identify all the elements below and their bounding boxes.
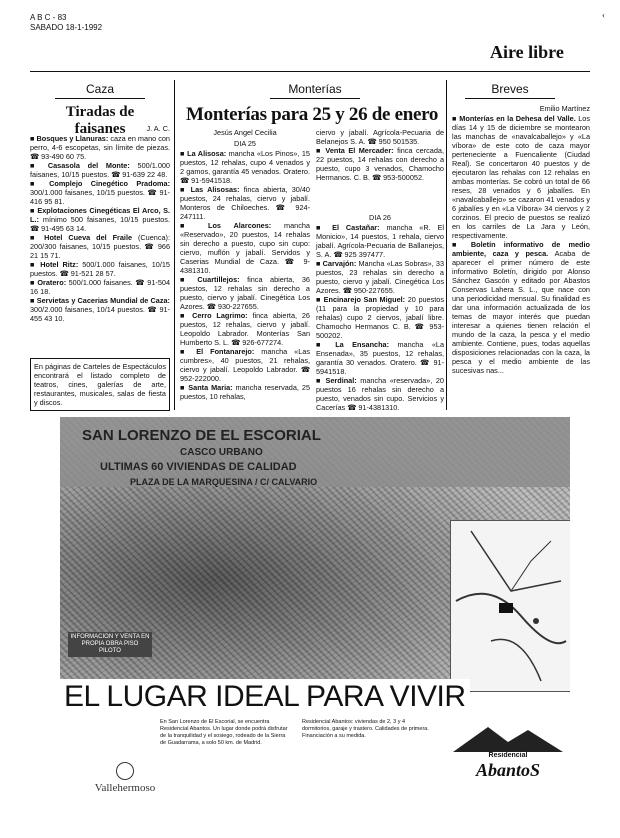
monterias-col1 xyxy=(180,149,310,401)
entry-item xyxy=(30,206,170,233)
entry-text: 500/1.000 faisanes, 10/15 puestos. ☎ 91-639 22 48. xyxy=(30,161,170,179)
entry-item xyxy=(316,146,444,182)
entry-item xyxy=(180,221,310,275)
entry-text: ciervo y jabalí. Agrícola-Pecuaria de Belanejos S. A. ☎ 950 501535. xyxy=(316,128,444,146)
entry-text: mancha «Los Pinos», 15 puestos, 12 rehalas, cupo 4 venados y 2 gamos, garantía 45 venados. Oratero. ☎ 91-5941518. xyxy=(180,149,310,185)
entry-item xyxy=(452,240,590,375)
ad-text-right: Residencial Abantos: viviendas de 2, 3 y 4 dormitorios, garaje y trastero. Calidades de primera. Financiación a su medida. xyxy=(302,719,429,739)
entry-item xyxy=(316,223,444,259)
entry-text: caza en mano con perro, 4-6 escopetas, sin límite de piezas. ☎ 93-490 60 75. xyxy=(30,134,170,161)
abantos-logo-small: Residencial xyxy=(488,752,528,759)
entry-name: ■ Bosques y Llanuras: xyxy=(30,134,111,143)
entry-name: ■ Oratero: xyxy=(30,278,69,287)
page-header-left xyxy=(30,13,102,33)
entry-item xyxy=(452,114,590,240)
entry-item xyxy=(180,275,310,311)
caza-author: J. A. C. xyxy=(146,124,170,133)
breves-body xyxy=(452,114,590,375)
ad-slogan: EL LUGAR IDEAL PARA VIVIR xyxy=(60,679,470,715)
column-separator-1 xyxy=(174,80,175,410)
entry-text: mancha «reservada», 20 puestos 16 rehalas sin derecho a puesto, venados sin cupo. Servicios y Cacerías ☎ 91-4381310. xyxy=(316,376,444,412)
entry-name: ■ Carvajón: xyxy=(316,259,359,268)
entry-text: finca cercada, 22 puestos, 14 rehalas con derecho a puesto, cupo 3 venados, Chamocho Hermanos. C. B. ☎ 953-500052. xyxy=(316,146,444,182)
entry-name: ■ Complejo Cinegético Pradoma: xyxy=(30,179,170,188)
entry-item xyxy=(30,296,170,323)
ad-line-1: SAN LORENZO DE EL ESCORIAL xyxy=(82,427,321,444)
section-title xyxy=(490,42,564,63)
entry-text: 300/2.000 faisanes, 10/14 puestos. ☎ 91-455 43 10. xyxy=(30,305,170,323)
entry-item xyxy=(180,347,310,383)
entry-name: ■ Servietas y Cacerias Mundial de Caza: xyxy=(30,296,170,305)
entry-name: ■ Santa Maria: xyxy=(180,383,236,392)
corner-mark: ‹ xyxy=(602,10,605,20)
entry-text: finca abierta, 26 puestos, 12 rehalas, ciervo y jabalí. Leopoldo Labrador. Monterías San Humberto S. L. ☎ 926-677274. xyxy=(180,311,310,347)
monterias-dia25: DIA 25 xyxy=(234,139,256,148)
column-head-breves: Breves xyxy=(491,82,529,96)
entry-name: ■ Serdinal: xyxy=(316,376,361,385)
monterias-author: Jesús Angel Cecilia xyxy=(213,128,277,137)
ad-line-4: PLAZA DE LA MARQUESINA / C/ CALVARIO xyxy=(130,477,318,487)
abantos-logo xyxy=(448,722,568,782)
monterias-dia26: DIA 26 xyxy=(369,213,391,222)
entry-text: 500/1.000 faisanes, 10/15 puestos. ☎ 91-521 28 57. xyxy=(30,260,170,278)
entry-name: ■ La Ensancha: xyxy=(316,340,398,349)
monterias-col2a xyxy=(316,128,444,182)
monterias-title: Monterías para 25 y 26 de enero xyxy=(186,104,439,125)
entry-name: ■ Cuartillejos: xyxy=(180,275,248,284)
entry-item xyxy=(30,278,170,296)
caza-body xyxy=(30,134,170,323)
entry-item xyxy=(180,149,310,185)
column-separator-2 xyxy=(446,80,447,410)
entry-name: ■ Hotel Cueva del Fraile xyxy=(30,233,138,242)
entry-name: ■ Hotel Ritz: xyxy=(30,260,83,269)
entry-item xyxy=(316,128,444,146)
entry-text: finca abierta, 30/40 puestos, 24 rehalas, ciervo y jabalí. Monteros de Chiloeches. ☎ 924-247111. xyxy=(180,185,310,221)
entry-item xyxy=(30,179,170,206)
entry-text: mínimo 500 faisanes, 10/15 puestos. ☎ 91-495 63 14. xyxy=(30,215,170,233)
entry-name: ■ El Fontanarejo: xyxy=(180,347,262,356)
column-head-monterias: Monterías xyxy=(288,82,342,96)
advertisement xyxy=(60,417,570,815)
entry-name: ■ Monterías en la Dehesa del Valle. xyxy=(452,114,579,123)
entry-item xyxy=(30,260,170,278)
ad-line-2: CASCO URBANO xyxy=(180,447,263,458)
entry-item xyxy=(316,376,444,412)
column-rule-breves xyxy=(465,98,555,99)
entry-item xyxy=(180,311,310,347)
entry-text: 500/1.000 faisanes. ☎ 91-504 16 18. xyxy=(30,278,170,296)
header-rule xyxy=(30,71,590,72)
vallehermoso-logo xyxy=(90,762,160,794)
entry-name: ■ El Castañar: xyxy=(316,223,387,232)
entry-name: ■ Casasola del Monte: xyxy=(30,161,138,170)
entry-text: (Cuenca): 200/300 faisanes, 10/15 puestos. ☎ 966 21 15 71. xyxy=(30,233,170,260)
entry-text: Acaba de aparecer el primer número de este informativo Boletín, dirigido por Alonso Sánchez Gascón y editado por Abastos Conservas Lahera S. L., que nace con una periodicidad mensual. Su finalidad es dar una información actualizada de los temas de mayor interés que puedan interesar a quienes tienen relación el mundo de la caza, la pesca y el medio ambiente. Contiene, pues, todas aquellas disposiciones relacionadas con la caza, la pesca y el medio ambiente de las sucesivas nas... xyxy=(452,249,590,375)
issue-date: SABADO 18-1-1992 xyxy=(30,23,103,32)
vallehermoso-logo-mark xyxy=(116,762,134,780)
column-head-caza: Caza xyxy=(85,82,114,96)
entry-item xyxy=(30,161,170,179)
entry-text: Mancha «Las Sobras», 33 puestos, 23 rehalas sin derecho a puesto, ciervo y jabalí. Cinegética Los Azores. ☎ 950-227655. xyxy=(316,259,444,295)
breves-author: Emilio Martínez xyxy=(539,104,590,113)
entry-item xyxy=(30,134,170,161)
entry-name: ■ Encinarejo San Miguel: xyxy=(316,295,408,304)
entry-name: ■ Los Alarcones: xyxy=(180,221,285,230)
monterias-col2b xyxy=(316,223,444,412)
entry-name: ■ La Alisosa: xyxy=(180,149,229,158)
section-title-text: Aire libre xyxy=(490,42,564,62)
entry-item xyxy=(180,185,310,221)
entry-name: ■ Cerro Lagrimo: xyxy=(180,311,253,320)
entry-text: 300/1.000 faisanes, 10/15 puestos. ☎ 91-416 95 81. xyxy=(30,188,170,206)
entry-item xyxy=(180,383,310,401)
ad-text-left: En San Lorenzo de El Escorial, se encuentra Residencial Abantos. Un lugar donde podrá disfrutar de la tranquilidad y el sosiego, rodeado de la Sierra de Guadarrama, a solo 50 km. de Madrid. xyxy=(160,719,288,746)
entry-name: ■ Boletín informativo de medio ambiente, caza y pesca. xyxy=(452,240,590,258)
entry-item xyxy=(316,340,444,376)
location-map xyxy=(450,520,570,692)
entry-text: Los días 14 y 15 de diciembre se montearon las manchas de «navalcaballejo» y «La víbora» de este coto de caza mayor perteneciente a Fuencaliente (Ciudad Real). Se concertaron 40 puestos y de ejecutaron las rehalas con 12 rehalas en ambas monterías. Se cobró un total de 66 reses, 28 venados y 6 jabalíes. En «navalcaballejo» se cazaron 41 venados y 6 jabalíes y en «La Víbora» 34 ciervos y 2 corzinos. El precio de puestos se realizó en los carriles de La Jara y León, respectivamente. xyxy=(452,114,590,240)
column-rule-monterias xyxy=(270,98,360,99)
abantos-logo-big: AbantoS xyxy=(475,760,541,780)
ad-line-3: ULTIMAS 60 VIVIENDAS DE CALIDAD xyxy=(100,461,297,473)
column-rule-caza xyxy=(55,98,145,99)
caza-box: En páginas de Carteles de Espectáculos encontrará el listado completo de teatros, cines, galerías de arte, restaurantes, musicales, salas de fiesta y discos. xyxy=(30,358,170,411)
entry-item xyxy=(316,295,444,340)
paper-name: A B C - 83 xyxy=(30,13,67,22)
entry-text: mancha «Reservado», 20 puestos, 14 rehalas sin derecho a puesto, cupo sin cupo: ciervo, muflón y jabalí. Servidos y Caserias Mundial de Caza. ☎ 9-4381310. xyxy=(180,221,310,275)
entry-name: ■ Venta El Mercader: xyxy=(316,146,398,155)
map-drawing xyxy=(451,521,570,691)
promo-box: INFORMACION Y VENTA EN PROPIA OBRA PISO PILOTO xyxy=(68,632,152,657)
entry-text: 20 puestos (11 para la propiedad y 10 para rehalas) cupo 2 ciervos, jabalí libre. Chamocho Hermanos C. B. ☎ 953-500202. xyxy=(316,295,444,340)
caza-title: Tiradas de faisanes xyxy=(65,104,135,137)
entry-name: ■ Las Alisosas: xyxy=(180,185,244,194)
entry-text: mancha «Las cumbres», 40 puestos, 21 rehalas, ciervo y jabalí. Leopoldo Labrador. ☎ 952-222000. xyxy=(180,347,310,383)
vallehermoso-logo-text: Vallehermoso xyxy=(94,782,156,794)
entry-item xyxy=(30,233,170,260)
entry-text: finca abierta, 36 puestos, 12 rehalas sin derecho a puesto, ciervo y jabalí. Cinegética Los Azores. ☎ 930-227655. xyxy=(180,275,310,311)
entry-item xyxy=(316,259,444,295)
entry-name: ■ Explotaciones Cinegéticas El Arco, S. L.: xyxy=(30,206,170,224)
entry-text: mancha «R. El Monicio», 14 puestos, 1 rehala, ciervo jabalí. Agrícola-Pecuaria de Ballanejos, S. A. ☎ 925 397477. xyxy=(316,223,445,259)
entry-text: mancha «La Ensenada», 35 puestos, 12 rehalas, garantía 30 venados. Oratero. ☎ 91-5941518. xyxy=(316,340,444,376)
entry-text: mancha reservada, 25 puestos, 10 rehalas, xyxy=(180,383,310,401)
